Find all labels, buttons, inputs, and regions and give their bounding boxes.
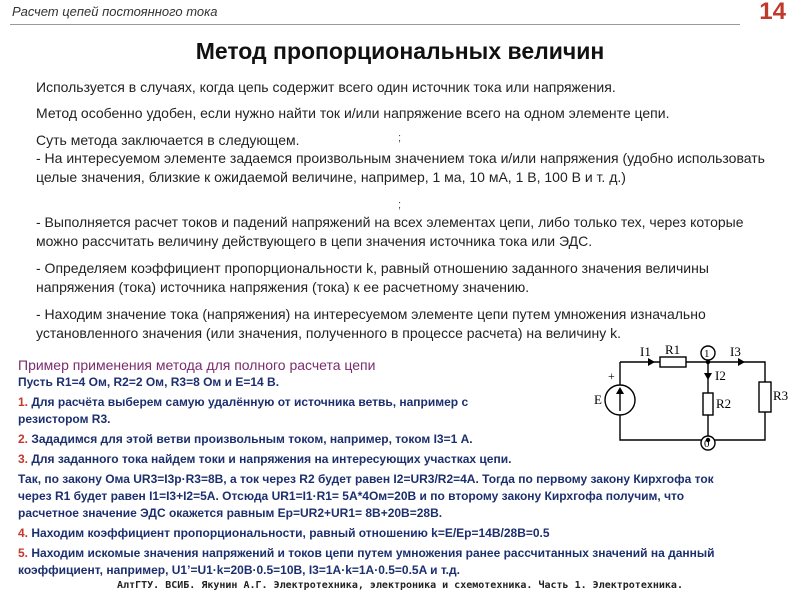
step-number: 5. — [18, 546, 29, 560]
resistor-r2 — [703, 393, 713, 415]
circuit-diagram — [590, 342, 790, 452]
example-step-2 — [18, 431, 578, 448]
paragraph-convenience: Метод особенно удобен, если нужно найти ток и/или напряжение всего на одном элементе цепи. — [36, 105, 670, 121]
semicolon-mark: ; — [398, 199, 402, 211]
step-number: 1. — [18, 395, 29, 409]
step-text: Находим искомые значения напряжений и токов цепи путем умножения ранее рассчитанных значений на данный коэффициент, например, U1’=U1·k=20В·0.5=10В, I3=1A·k=1A·0.5=0.5A и т.д. — [18, 546, 715, 577]
header-divider — [10, 24, 740, 25]
junction-dot — [706, 360, 710, 364]
label-plus: + — [608, 369, 615, 383]
resistor-r1 — [660, 357, 686, 367]
example-given: Пусть R1=4 Ом, R2=2 Ом, R3=8 Ом и E=14 В. — [18, 375, 280, 389]
label-r2: R2 — [716, 396, 732, 411]
label-r1: R1 — [665, 342, 681, 357]
current-arrow-i1 — [648, 358, 655, 366]
label-node-1: 1 — [704, 348, 710, 360]
step-text: Для заданного тока найдем токи и напряжения на интересующих участках цепи. — [28, 452, 512, 466]
step-text: Находим коэффициент пропорциональности, равный отношению k=E/Ep=14В/28В=0.5 — [28, 526, 550, 540]
label-node-0: 0 — [704, 438, 710, 450]
paragraph-essence: Суть метода заключается в следующем. — [36, 132, 300, 148]
resistor-r3 — [759, 382, 771, 412]
example-step-5 — [18, 545, 730, 579]
semicolon-mark: ; — [398, 132, 402, 144]
example-step-3 — [18, 451, 578, 468]
example-step-4 — [18, 525, 730, 542]
paragraph-step-calculate: - Выполняется расчет токов и падений напряжений на всех элементах цепи, либо только тех, через которые можно рассчитать величину действующего в цепи значения источника тока или ЭДС. — [36, 214, 744, 249]
slide-title: Метод пропорциональных величин — [195, 38, 605, 64]
wire — [620, 412, 765, 440]
example-heading: Пример применения метода для полного расчета цепи — [18, 357, 376, 373]
page-number: 14 — [759, 0, 786, 25]
paragraph-step-result: - Находим значение тока (напряжения) на интересуемом элементе цепи путем умножения изначально установленного значения (или значения, полученного в процессе расчета) на величину k. — [36, 306, 706, 341]
label-i1: I1 — [640, 344, 651, 359]
paragraph-step-coefficient: - Определяем коэффициент пропорциональности k, равный отношению заданного значения величины напряжения (тока) источника напряжения (тока) к ее расчетному значению. — [36, 260, 709, 295]
footer: АлтГТУ. ВСИБ. Якунин А.Г. Электротехника, электроника и схемотехника. Часть 1. Электротехника. — [117, 580, 683, 591]
paragraph-usage: Используется в случаях, когда цепь содержит всего один источник тока или напряжения. — [36, 79, 616, 95]
label-i2: I2 — [715, 368, 726, 383]
step-number: 3. — [18, 452, 29, 466]
label-r3: R3 — [773, 388, 789, 403]
step-text: Зададимся для этой ветви произвольным током, например, током I3=1 А. — [28, 432, 473, 446]
current-arrow-i3 — [738, 358, 745, 366]
step-text: Так, по закону Ома UR3=I3p·R3=8B, а ток через R2 будет равен I2=UR3/R2=4A. Тогда по первому закону Кирхгофа ток через R1 будет равен I1=I3+I2=5A. Отсюда UR1=I1·R1= 5A*4Ом=20В и по второму закону Кирхгофа получим, что расчетное значение ЭДС окажется равным Ер=UR2+UR1= 8В+20В=28В. — [18, 472, 714, 520]
step-number: 4. — [18, 526, 29, 540]
step-text: Для расчёта выберем самую удалённую от источника ветвь, например с резистором R3. — [18, 395, 469, 426]
example-step-1 — [18, 394, 538, 428]
label-e: E — [594, 392, 602, 407]
current-arrow-i2 — [704, 373, 712, 380]
paragraph-step-assume: - На интересуемом элементе задаемся произвольным значением тока и/или напряжения (удобно использовать целые значения, близкие к ожидаемой величине, например, 1 ма, 10 мА, 1 В, 100 В и т. д.) — [36, 150, 765, 185]
label-i3: I3 — [730, 344, 741, 359]
example-step-explanation — [18, 471, 730, 522]
header-title: Расчет цепей постоянного тока — [12, 4, 218, 19]
step-number: 2. — [18, 432, 29, 446]
